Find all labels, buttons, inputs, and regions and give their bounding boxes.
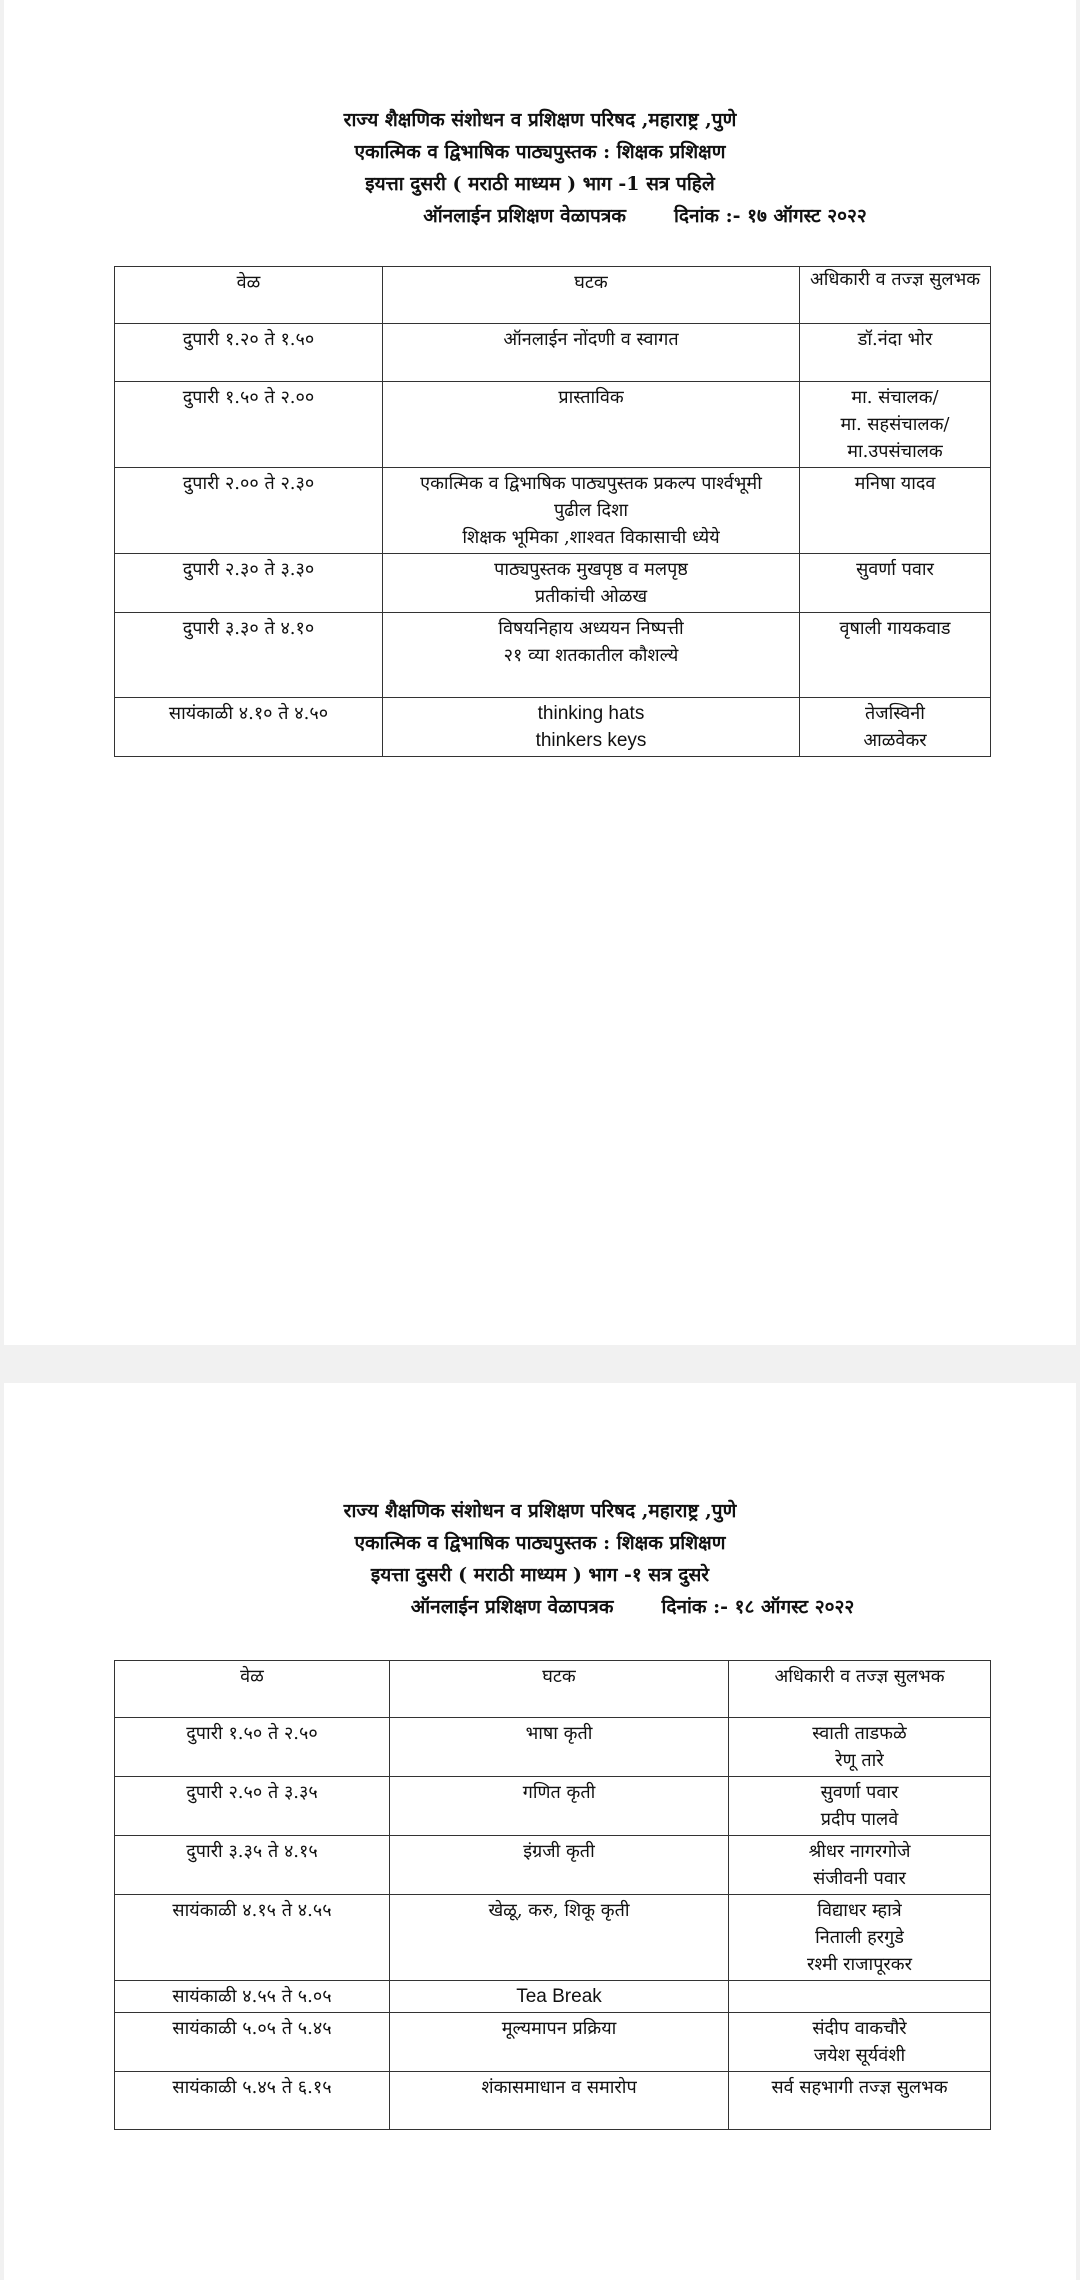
table-row — [115, 698, 991, 757]
person-cell: संदीप वाकचौरे जयेश सूर्यवंशी — [729, 2013, 991, 2072]
table-row — [115, 1777, 991, 1836]
time-cell: सायंकाळी ५.४५ ते ६.१५ — [115, 2072, 390, 2130]
person-cell: सुवर्णा पवार प्रदीप पालवे — [729, 1777, 991, 1836]
table-row — [115, 382, 991, 468]
header-date: दिनांक :- १८ ऑगस्ट २०२२ — [661, 1596, 855, 1618]
table-row — [115, 324, 991, 382]
person-cell: श्रीधर नागरगोजे संजीवनी पवार — [729, 1836, 991, 1895]
topic-cell: मूल्यमापन प्रक्रिया — [390, 2013, 729, 2072]
header-class: इयत्ता दुसरी ( मराठी माध्यम ) भाग -1 सत्र पहिले — [365, 173, 715, 195]
time-cell: सायंकाळी ४.१० ते ४.५० — [115, 698, 383, 757]
topic-cell: विषयनिहाय अध्ययन निष्पत्ती २१ व्या शतकातील कौशल्ये — [383, 613, 800, 698]
column-header-topic: घटक — [383, 267, 800, 324]
table-row — [115, 1981, 991, 2013]
schedule-table-2 — [114, 1660, 991, 2130]
person-cell: डॉ.नंदा भोर — [800, 324, 991, 382]
topic-cell: एकात्मिक व द्विभाषिक पाठ्यपुस्तक प्रकल्प पार्श्वभूमी पुढील दिशा शिक्षक भूमिका ,शाश्वत विकासाची ध्येये — [383, 468, 800, 554]
topic-cell: गणित कृती — [390, 1777, 729, 1836]
time-cell: दुपारी १.५० ते २.०० — [115, 382, 383, 468]
time-cell: दुपारी १.२० ते १.५० — [115, 324, 383, 382]
table-row — [115, 2072, 991, 2130]
topic-cell: पाठ्यपुस्तक मुखपृष्ठ व मलपृष्ठ प्रतीकांची ओळख — [383, 554, 800, 613]
topic-cell: प्रास्ताविक — [383, 382, 800, 468]
header-class: इयत्ता दुसरी ( मराठी माध्यम ) भाग -१ सत्र दुसरे — [370, 1564, 710, 1586]
person-cell: सुवर्णा पवार — [800, 554, 991, 613]
time-cell: दुपारी ३.३५ ते ४.१५ — [115, 1836, 390, 1895]
document-page-1 — [4, 0, 1076, 1345]
time-cell: दुपारी २.५० ते ३.३५ — [115, 1777, 390, 1836]
topic-cell: thinking hats thinkers keys — [383, 698, 800, 757]
header-title: राज्य शैक्षणिक संशोधन व प्रशिक्षण परिषद ,महाराष्ट्र ,पुणे — [343, 1500, 737, 1522]
header-title: राज्य शैक्षणिक संशोधन व प्रशिक्षण परिषद ,महाराष्ट्र ,पुणे — [343, 109, 737, 131]
time-cell: दुपारी १.५० ते २.५० — [115, 1718, 390, 1777]
table-row — [115, 1718, 991, 1777]
table-row — [115, 1836, 991, 1895]
topic-cell: इंग्रजी कृती — [390, 1836, 729, 1895]
time-cell: दुपारी २.३० ते ३.३० — [115, 554, 383, 613]
table-row — [115, 1895, 991, 1981]
page-1-header — [4, 104, 1076, 232]
document-page-2 — [4, 1383, 1076, 2280]
topic-cell: खेळू, करु, शिकू कृती — [390, 1895, 729, 1981]
page-2-header — [4, 1495, 1076, 1623]
person-cell: वृषाली गायकवाड — [800, 613, 991, 698]
header-subtitle: एकात्मिक व द्विभाषिक पाठ्यपुस्तक : शिक्षक प्रशिक्षण — [354, 141, 726, 163]
table-row — [115, 613, 991, 698]
person-cell: मा. संचालक/ मा. सहसंचालक/ मा.उपसंचालक — [800, 382, 991, 468]
table-row — [115, 468, 991, 554]
table-row — [115, 554, 991, 613]
topic-cell: Tea Break — [390, 1981, 729, 2013]
person-cell: सर्व सहभागी तज्ज्ञ सुलभक — [729, 2072, 991, 2130]
person-cell: स्वाती ताडफळे रेणू तारे — [729, 1718, 991, 1777]
person-cell — [729, 1981, 991, 2013]
column-header-time: वेळ — [115, 267, 383, 324]
time-cell: दुपारी २.०० ते २.३० — [115, 468, 383, 554]
column-header-person: अधिकारी व तज्ज्ञ सुलभक — [800, 267, 991, 324]
time-cell: सायंकाळी ४.५५ ते ५.०५ — [115, 1981, 390, 2013]
header-schedule: ऑनलाईन प्रशिक्षण वेळापत्रक — [423, 205, 626, 227]
column-header-topic: घटक — [390, 1661, 729, 1718]
table-row — [115, 2013, 991, 2072]
time-cell: दुपारी ३.३० ते ४.१० — [115, 613, 383, 698]
topic-cell: भाषा कृती — [390, 1718, 729, 1777]
column-header-person: अधिकारी व तज्ज्ञ सुलभक — [729, 1661, 991, 1718]
topic-cell: शंकासमाधान व समारोप — [390, 2072, 729, 2130]
person-cell: तेजस्विनी आळवेकर — [800, 698, 991, 757]
column-header-time: वेळ — [115, 1661, 390, 1718]
header-subtitle: एकात्मिक व द्विभाषिक पाठ्यपुस्तक : शिक्षक प्रशिक्षण — [354, 1532, 726, 1554]
person-cell: विद्याधर म्हात्रे निताली हरगुडे रश्मी राजापूरकर — [729, 1895, 991, 1981]
header-schedule: ऑनलाईन प्रशिक्षण वेळापत्रक — [410, 1596, 614, 1618]
topic-cell: ऑनलाईन नोंदणी व स्वागत — [383, 324, 800, 382]
person-cell: मनिषा यादव — [800, 468, 991, 554]
header-date: दिनांक :- १७ ऑगस्ट २०२२ — [673, 205, 867, 227]
time-cell: सायंकाळी ४.१५ ते ४.५५ — [115, 1895, 390, 1981]
schedule-table-1 — [114, 266, 991, 757]
time-cell: सायंकाळी ५.०५ ते ५.४५ — [115, 2013, 390, 2072]
